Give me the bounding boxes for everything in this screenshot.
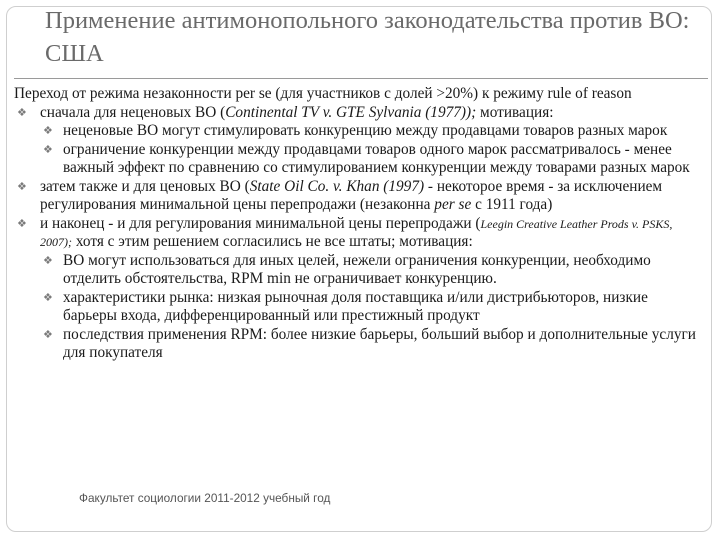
per-se-term: per se: [434, 196, 472, 213]
subbullet-intrabrand: [14, 141, 704, 178]
subbullet-rpm-consequences: [14, 326, 704, 363]
bullet-non-price: [14, 104, 704, 123]
subbullet-market-characteristics: [14, 289, 704, 326]
diamond-bullet-icon: ❖: [43, 143, 53, 156]
case-name: Continental TV v. GTE Sylvania (1977));: [225, 103, 481, 121]
diamond-bullet-icon: ❖: [17, 217, 27, 230]
bullet-text: затем также и для ценовых ВО (: [40, 177, 250, 195]
subbullet-interbrand: [14, 122, 704, 141]
diamond-bullet-icon: ❖: [43, 125, 53, 137]
title-divider: [14, 78, 708, 79]
bullet-text: мотивация:: [480, 103, 554, 121]
bullet-text: с 1911 года): [471, 196, 553, 213]
bullet-min-rpm: [14, 215, 704, 252]
slide-body: [14, 85, 704, 363]
bullet-price: [14, 178, 704, 215]
case-name: State Oil Co. v. Khan (1997): [249, 177, 425, 195]
bullet-text: хотя с этим решением согласились не все штаты; мотивация:: [72, 233, 473, 250]
bullet-text: сначала для неценовых ВО (: [40, 103, 226, 121]
diamond-bullet-icon: ❖: [17, 106, 27, 119]
intro-paragraph: Переход от режима незаконности per se (для участников с долей >20%) к режиму rule of reason: [14, 85, 632, 102]
diamond-bullet-icon: ❖: [43, 328, 53, 341]
slide-footer: Факультет социологии 2011-2012 учебный год: [79, 491, 331, 505]
bullet-text: характеристики рынка: низкая рыночная доля поставщика и/или дистрибьюторов, низкие барьеры входа, дифференцированный или престижный продукт: [63, 288, 648, 324]
diamond-bullet-icon: ❖: [17, 180, 27, 193]
bullet-text: ограничение конкуренции между продавцами товаров одного марок рассматривалось - менее важный эффект по сравнению со стимулированием конкуренции между товарами разных марок: [63, 140, 690, 176]
diamond-bullet-icon: ❖: [43, 291, 53, 304]
diamond-bullet-icon: ❖: [43, 254, 53, 267]
case-name: Leegin Creative Leather Prods v. PSKS, 2007);: [40, 216, 673, 249]
subbullet-other-goals: [14, 252, 704, 289]
bullet-text: неценовые ВО могут стимулировать конкуренцию между продавцами товаров разных марок: [63, 122, 668, 139]
bullet-text: последствия применения RPM: более низкие барьеры, больший выбор и дополнительные услуги для покупателя: [63, 325, 696, 361]
bullet-text: - некоторое время - за исключением регулирования минимальной цены перепродажи (незаконна: [40, 177, 663, 213]
bullet-text: ВО могут использоваться для иных целей, нежели ограничения конкуренции, необходимо отделить обстоятельства, RPM min не ограничивает конкуренцию.: [63, 251, 651, 287]
bullet-text: и наконец - и для регулирования минимальной цены перепродажи (: [40, 214, 481, 232]
slide-title: Применение антимонопольного законодательства против ВО: США: [45, 7, 690, 67]
